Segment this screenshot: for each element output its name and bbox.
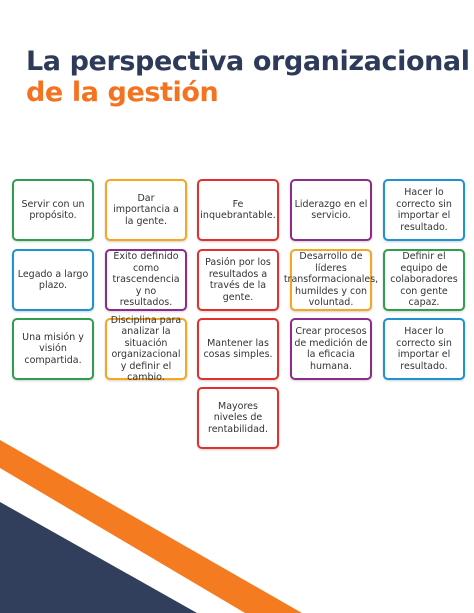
principle-card [383,179,465,241]
principle-card-text: Mayores niveles de rentabilidad. [208,400,268,435]
principle-card-text: Servir con un propósito. [21,198,85,221]
principle-card [383,249,465,311]
principle-card [197,179,279,241]
principle-card-text: Pasión por los resultados a través de la gente. [205,257,271,303]
principle-card-text: Legado a largo plazo. [17,268,89,291]
principle-card-text: Hacer lo correcto sin importar el resultado. [396,326,452,372]
principle-card [197,318,279,380]
principle-card-text: Disciplina para analizar la situación organizacional y definir el cambio. [110,314,182,383]
principle-card [12,249,94,311]
principle-card [105,314,187,383]
principle-card-text: Éxito definido como trascendencia y no resultados. [112,251,180,309]
principle-card [12,179,94,241]
principle-card [283,249,379,311]
page-title [26,46,470,108]
principle-card-text: Definir el equipo de colaboradores con gente capaz. [390,251,458,309]
principle-card-text: Desarrollo de líderes transformacionales, humildes y con voluntad. [283,251,379,309]
principle-card [383,318,465,380]
principle-card-text: Dar importancia a la gente. [113,192,179,227]
principle-card [12,318,94,380]
principle-card [290,318,372,380]
principle-card [290,179,372,241]
principle-card-text: Una misión y visión compartida. [22,331,84,366]
principle-card-text: Hacer lo correcto sin importar el resultado. [396,187,452,233]
principle-card-text: Crear procesos de medición de la eficacia humana. [294,326,368,372]
title-line-2: de la gestión [26,77,219,108]
principle-card [197,387,279,449]
principle-card-text: Fe inquebrantable. [200,198,276,221]
principle-card [197,249,279,311]
principle-card [105,249,187,311]
title-line-1: La perspectiva organizacional [26,46,470,77]
principle-card-text: Liderazgo en el servicio. [294,198,368,221]
principle-card [105,179,187,241]
principle-card-text: Mantener las cosas simples. [203,337,273,360]
